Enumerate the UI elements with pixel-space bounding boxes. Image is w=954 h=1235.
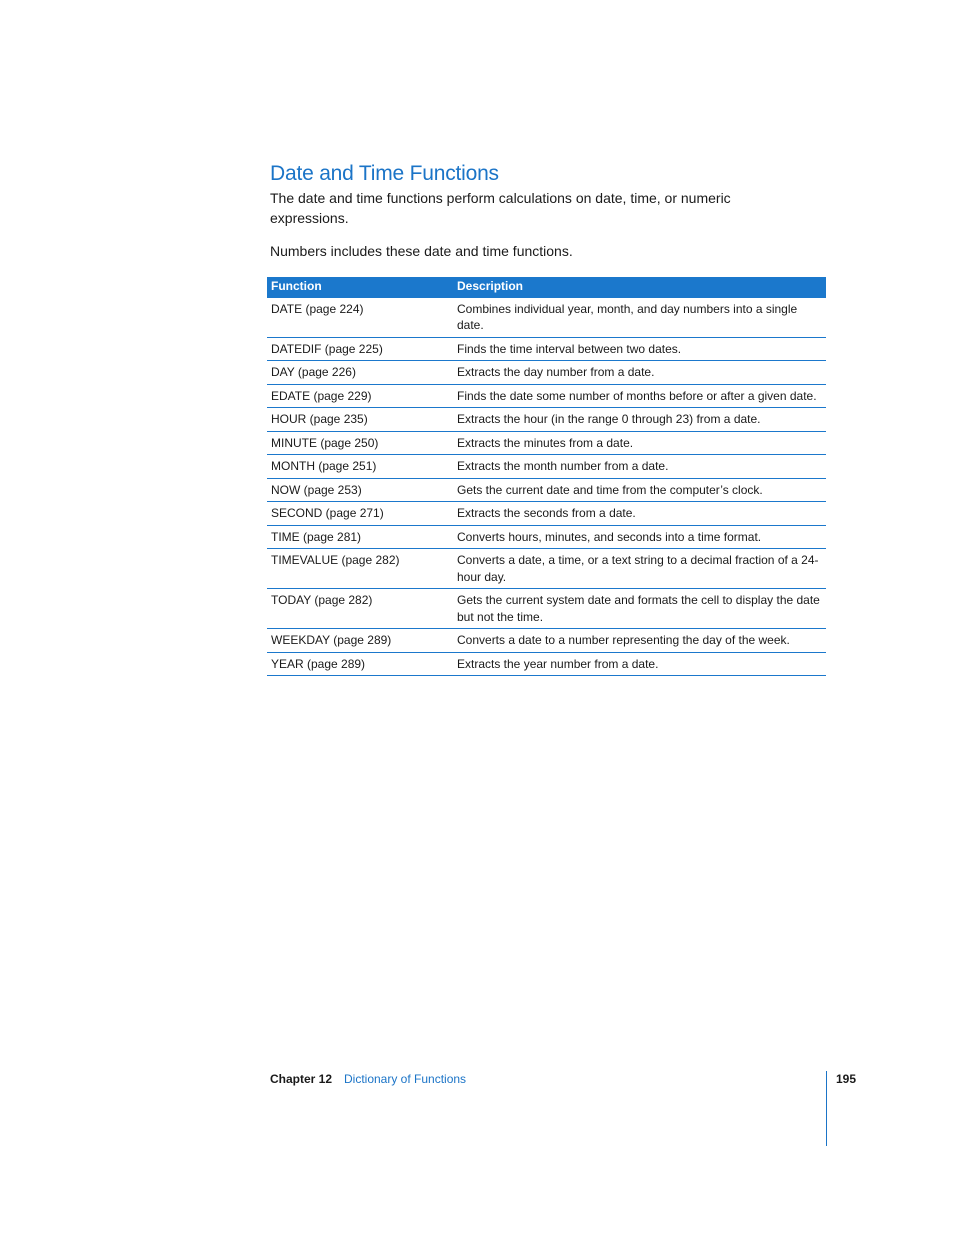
function-cell: TIMEVALUE (page 282) <box>267 549 453 589</box>
function-cell: YEAR (page 289) <box>267 652 453 676</box>
description-cell: Extracts the seconds from a date. <box>453 502 826 526</box>
footer-divider <box>826 1071 827 1146</box>
description-cell: Converts a date to a number representing the day of the week. <box>453 629 826 653</box>
table-row <box>267 384 826 408</box>
table-row <box>267 455 826 479</box>
table-row <box>267 502 826 526</box>
description-cell: Combines individual year, month, and day numbers into a single date. <box>453 298 826 338</box>
table-header-row <box>267 277 826 298</box>
intro-paragraph-2: Numbers includes these date and time functions. <box>270 243 573 259</box>
table-row <box>267 337 826 361</box>
table-row <box>267 652 826 676</box>
function-cell: WEEKDAY (page 289) <box>267 629 453 653</box>
table-row <box>267 298 826 338</box>
description-cell: Extracts the month number from a date. <box>453 455 826 479</box>
header-function: Function <box>271 279 322 293</box>
description-cell: Finds the time interval between two dates. <box>453 337 826 361</box>
intro-paragraph: The date and time functions perform calculations on date, time, or numeric expressions. <box>270 190 731 226</box>
function-cell: DATEDIF (page 225) <box>267 337 453 361</box>
function-cell: MINUTE (page 250) <box>267 431 453 455</box>
description-cell: Finds the date some number of months before or after a given date. <box>453 384 826 408</box>
function-cell: NOW (page 253) <box>267 478 453 502</box>
description-cell: Extracts the day number from a date. <box>453 361 826 385</box>
table-row <box>267 589 826 629</box>
footer-chapter: Chapter 12 <box>270 1072 333 1086</box>
functions-table <box>267 277 826 676</box>
function-cell: TODAY (page 282) <box>267 589 453 629</box>
table-row <box>267 525 826 549</box>
function-cell: HOUR (page 235) <box>267 408 453 432</box>
footer-section-link[interactable]: Dictionary of Functions <box>344 1072 467 1086</box>
table-row <box>267 408 826 432</box>
function-cell: SECOND (page 271) <box>267 502 453 526</box>
page-number: 195 <box>836 1072 857 1086</box>
table-row <box>267 431 826 455</box>
description-cell: Converts a date, a time, or a text string to a decimal fraction of a 24-hour day. <box>453 549 826 589</box>
function-cell: DAY (page 226) <box>267 361 453 385</box>
function-cell: MONTH (page 251) <box>267 455 453 479</box>
description-cell: Extracts the minutes from a date. <box>453 431 826 455</box>
header-description: Description <box>457 279 524 293</box>
function-cell: TIME (page 281) <box>267 525 453 549</box>
table-row <box>267 478 826 502</box>
description-cell: Converts hours, minutes, and seconds into a time format. <box>453 525 826 549</box>
description-cell: Gets the current date and time from the computer’s clock. <box>453 478 826 502</box>
table-row <box>267 629 826 653</box>
function-cell: DATE (page 224) <box>267 298 453 338</box>
table-row <box>267 361 826 385</box>
description-cell: Extracts the hour (in the range 0 through 23) from a date. <box>453 408 826 432</box>
page-title: Date and Time Functions <box>270 162 499 185</box>
description-cell: Extracts the year number from a date. <box>453 652 826 676</box>
table-row <box>267 549 826 589</box>
description-cell: Gets the current system date and formats the cell to display the date but not the time. <box>453 589 826 629</box>
function-cell: EDATE (page 229) <box>267 384 453 408</box>
